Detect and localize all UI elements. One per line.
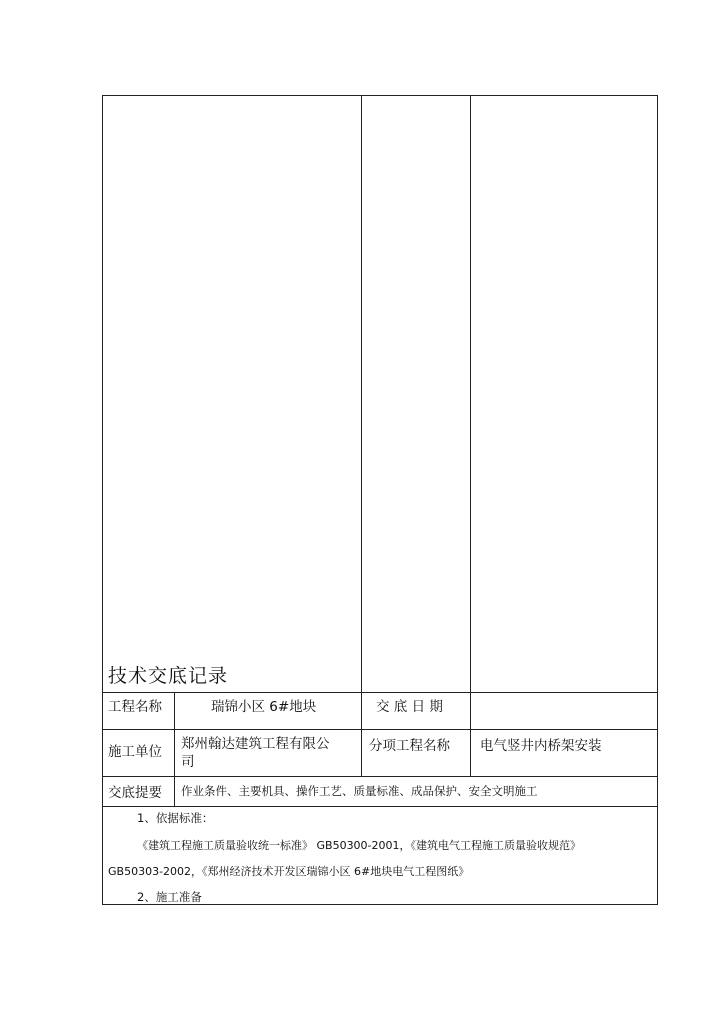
row-line-1	[102, 692, 658, 693]
row-divider-label	[174, 692, 175, 806]
row-divider-mid	[361, 692, 362, 776]
upper-divider-1	[361, 95, 362, 692]
date-label: 交 底 日 期	[376, 699, 443, 715]
row-divider-right	[470, 692, 471, 776]
summary-label: 交底提要	[108, 785, 162, 801]
row-line-3	[102, 776, 658, 777]
item1-line2: GB50303-2002，《郑州经济技术开发区瑞锦小区 6#地块电气工程图纸》	[108, 865, 470, 878]
sub-project-value: 电气竖井内桥架安装	[480, 738, 602, 754]
item2-heading: 2、施工准备	[137, 890, 202, 904]
row-line-4	[102, 806, 658, 807]
project-name-label: 工程名称	[108, 699, 162, 715]
page-title: 技术交底记录	[108, 665, 229, 687]
sub-project-label: 分项工程名称	[369, 738, 450, 754]
item1-heading: 1、依据标准：	[137, 811, 214, 825]
unit-label: 施工单位	[108, 744, 162, 760]
item1-line1: 《建筑工程施工质量验收统一标准》 GB50300-2001，《建筑电气工程施工质量验收规范》	[137, 839, 582, 852]
row-line-2	[102, 729, 658, 730]
upper-divider-2	[470, 95, 471, 692]
project-name-value: 瑞锦小区 6#地块	[211, 699, 317, 715]
summary-value: 作业条件、主要机具、操作工艺、质量标准、成品保护、安全文明施工	[181, 784, 538, 798]
unit-value-line1: 郑州翰达建筑工程有限公	[181, 736, 330, 752]
unit-value-line2: 司	[181, 754, 195, 770]
